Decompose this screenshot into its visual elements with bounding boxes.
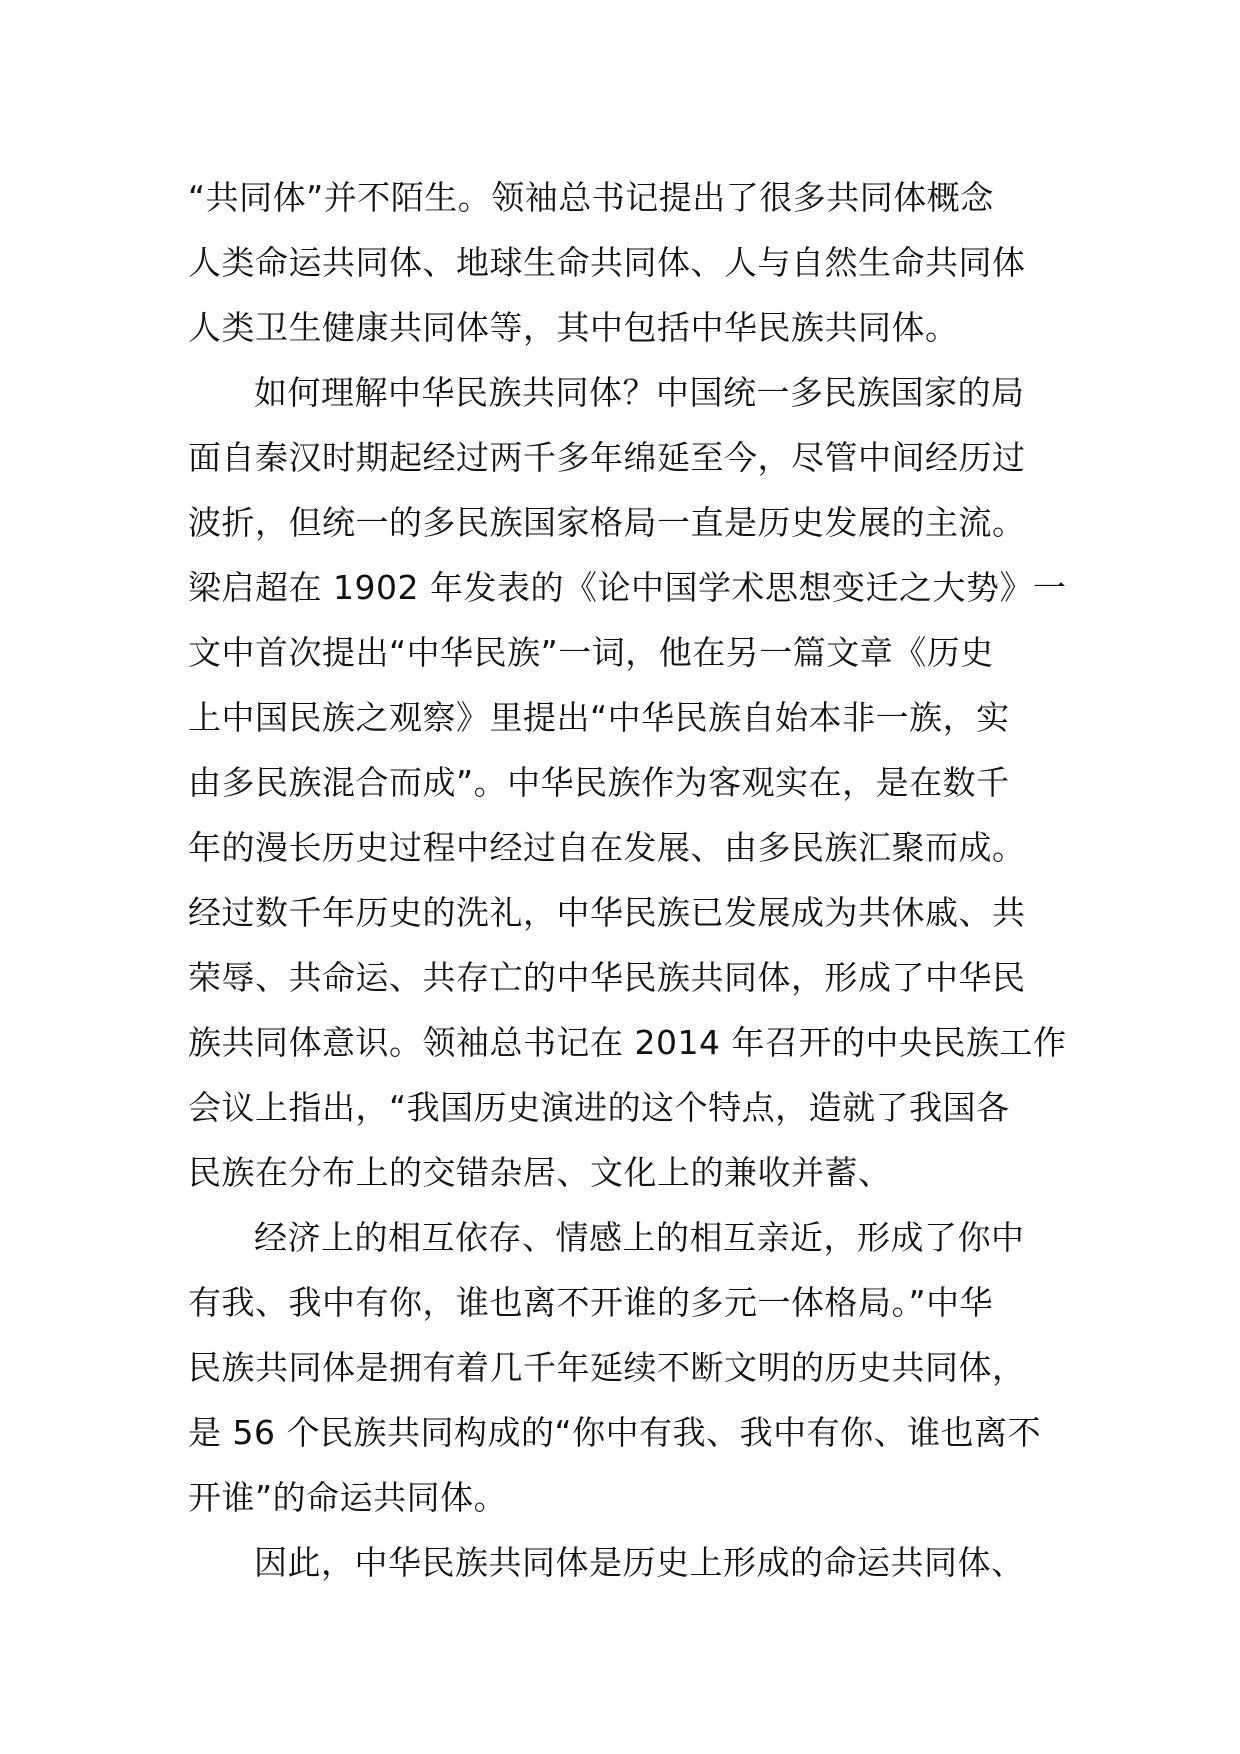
text-line: 开谁”的命运共同体。	[188, 1478, 508, 1517]
text-line: 梁启超在 1902 年发表的《论中国学术思想变迁之大势》一	[188, 568, 1067, 607]
text-line: 上中国民族之观察》里提出“中华民族自始本非一族，实	[188, 698, 1010, 737]
text-line: 由多民族混合而成”。中华民族作为客观实在，是在数千	[188, 763, 1010, 802]
text-line: 有我、我中有你，谁也离不开谁的多元一体格局。”中华	[188, 1283, 994, 1322]
text-line: 人类卫生健康共同体等，其中包括中华民族共同体。	[188, 308, 959, 347]
text-line: 族共同体意识。领袖总书记在 2014 年召开的中央民族工作	[188, 1023, 1067, 1062]
text-line: 人类命运共同体、地球生命共同体、人与自然生命共同体	[188, 243, 1026, 282]
document-body	[188, 165, 1067, 1595]
text-line: 荣辱、共命运、共存亡的中华民族共同体，形成了中华民	[188, 958, 1026, 997]
text-line: “共同体”并不陌生。领袖总书记提出了很多共同体概念	[188, 178, 994, 217]
text-line: 如何理解中华民族共同体？中国统一多民族国家的局	[254, 373, 1025, 412]
text-line: 文中首次提出“中华民族”一词，他在另一篇文章《历史	[188, 633, 994, 672]
text-line: 经济上的相互依存、情感上的相互亲近，形成了你中	[254, 1218, 1025, 1257]
text-line: 波折，但统一的多民族国家格局一直是历史发展的主流。	[188, 503, 1026, 542]
text-line: 是 56 个民族共同构成的“你中有我、我中有你、谁也离不	[188, 1413, 1042, 1452]
text-line: 民族在分布上的交错杂居、文化上的兼收并蓄、	[188, 1153, 892, 1192]
text-line: 民族共同体是拥有着几千年延续不断文明的历史共同体，	[188, 1348, 1026, 1387]
text-line: 因此，中华民族共同体是历史上形成的命运共同体、	[254, 1543, 1025, 1582]
text-line: 面自秦汉时期起经过两千多年绵延至今，尽管中间经历过	[188, 438, 1026, 477]
text-line: 会议上指出，“我国历史演进的这个特点，造就了我国各	[188, 1088, 1010, 1127]
text-line: 经过数千年历史的洗礼，中华民族已发展成为共休戚、共	[188, 893, 1026, 932]
text-line: 年的漫长历史过程中经过自在发展、由多民族汇聚而成。	[188, 828, 1026, 867]
